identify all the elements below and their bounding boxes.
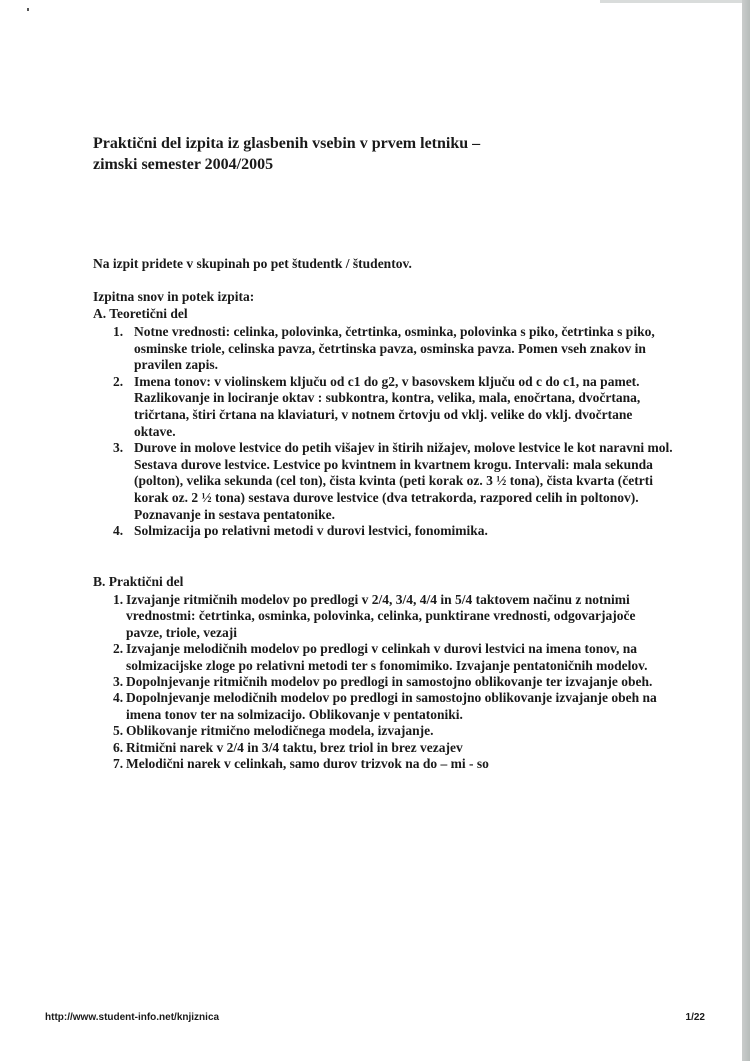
practical-list bbox=[113, 592, 673, 772]
item-number: 4. bbox=[113, 690, 124, 706]
item-number: 1. bbox=[113, 324, 124, 339]
list-item bbox=[113, 723, 673, 739]
scan-border-right bbox=[742, 0, 750, 1061]
item-number: 3. bbox=[113, 674, 124, 690]
list-item bbox=[113, 641, 673, 674]
item-text: Melodični narek v celinkah, samo durov trizvok na do – mi - so bbox=[126, 756, 489, 772]
list-item bbox=[113, 690, 673, 723]
item-text: Notne vrednosti: celinka, polovinka, četrtinka, osminka, polovinka s piko, četrtinka s piko, osminske triole, celinska pavza, četrtinska pavza, osminska pavza. Pomen vseh znakov in pravilen zapis. bbox=[134, 324, 655, 373]
item-text: Dopolnjevanje ritmičnih modelov po predlogi in samostojno oblikovanje ter izvajanje obeh. bbox=[126, 674, 653, 690]
item-number: 7. bbox=[113, 756, 124, 772]
item-text: Solmizacija po relativni metodi v durovi lestvici, fonomimika. bbox=[134, 523, 488, 539]
section-theory-heading: A. Teoretični del bbox=[93, 306, 188, 321]
scan-border-top bbox=[600, 0, 745, 3]
page-number: 1/22 bbox=[685, 1012, 705, 1023]
item-number: 2. bbox=[113, 641, 124, 657]
title-line-2: zimski semester 2004/2005 bbox=[93, 156, 274, 173]
item-number: 3. bbox=[113, 440, 124, 456]
list-item bbox=[113, 324, 673, 374]
item-text: Dopolnjevanje melodičnih modelov po predlogi in samostojno oblikovanje izvajanje obeh na imena tonov ter na solmizacijo. Oblikovanje v pentatoniki. bbox=[126, 690, 657, 722]
item-number: 5. bbox=[113, 723, 124, 739]
item-text: Ritmični narek v 2/4 in 3/4 taktu, brez triol in brez vezajev bbox=[126, 739, 463, 755]
item-number: 1. bbox=[113, 592, 124, 607]
title-line-1: Praktični del izpita iz glasbenih vsebin v prvem letniku – bbox=[93, 135, 481, 152]
item-text: Izvajanje ritmičnih modelov po predlogi v 2/4, 3/4, 4/4 in 5/4 taktovem načinu z notnimi vrednostmi: četrtinka, osminka, polovinka, celinka, punktirane vrednosti, odgovarjajoče pavze, triole, vezaji bbox=[126, 592, 636, 640]
item-text: Imena tonov: v violinskem ključu od c1 do g2, v basovskem ključu od c do c1, na pamet. Razlikovanje in lociranje oktav : subkontra, kontra, velika, mala, enočrtana, dvočrtana, tričrtana, štiri črtana na klaviaturi, v notnem črtovju od vklj. velike do vklj. dvočrtane oktave. bbox=[134, 373, 641, 439]
subject-heading: Izpitna snov in potek izpita: bbox=[93, 289, 255, 304]
item-number: 6. bbox=[113, 739, 124, 755]
item-text: Izvajanje melodičnih modelov po predlogi v celinkah v durovi lestvici na imena tonov, na solmizacijske zloge po relativni metodi ter s fonomimiko. Izvajanje pentatoničnih modelov. bbox=[126, 641, 648, 673]
list-item bbox=[113, 674, 673, 690]
section-practical-heading: B. Praktični del bbox=[93, 574, 184, 589]
list-item bbox=[113, 523, 673, 540]
list-item bbox=[113, 374, 673, 440]
page-footer bbox=[45, 1012, 705, 1023]
document-title bbox=[93, 133, 533, 175]
section-theory bbox=[93, 305, 673, 540]
theory-list bbox=[113, 324, 673, 540]
scan-speck bbox=[27, 8, 29, 11]
item-text: Durove in molove lestvice do petih višajev in štirih nižajev, molove lestvice le kot naravni mol. Sestava durove lestvice. Lestvice po kvintnem in kvartnem krogu. Intervali: mala sekunda (polton), velika sekunda (cel ton), čista kvinta (peti korak oz. 3 ½ tona), čista kvarta (četrti korak oz. 2 ½ tona) sestava durove lestvice (dva tetrakorda, razpored celih in poltonov). Poznavanje in sestava pentatonike. bbox=[134, 440, 673, 522]
section-practical bbox=[93, 573, 673, 772]
item-text: Oblikovanje ritmično melodičnega modela, izvajanje. bbox=[126, 723, 434, 739]
footer-url: http://www.student-info.net/knjiznica bbox=[45, 1012, 220, 1023]
item-number: 2. bbox=[113, 373, 124, 389]
list-item bbox=[113, 592, 673, 641]
item-number: 4. bbox=[113, 523, 124, 539]
list-item bbox=[113, 740, 673, 756]
list-item bbox=[113, 440, 673, 523]
intro-text: Na izpit pridete v skupinah po pet študentk / študentov. bbox=[93, 256, 412, 271]
list-item bbox=[113, 756, 673, 772]
